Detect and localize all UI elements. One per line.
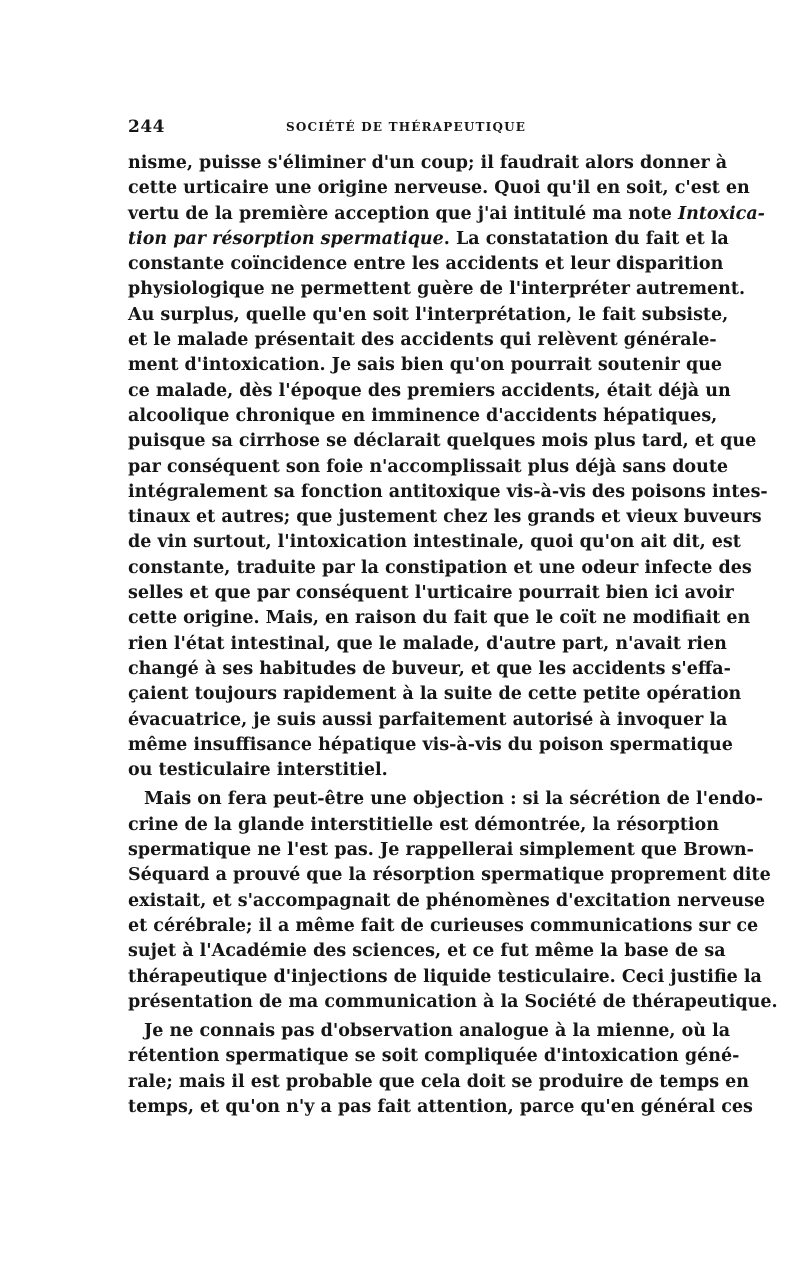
text-line: selles et que par conséquent l'urticaire pourrait bien ici avoir (128, 583, 734, 604)
text-line: spermatique ne l'est pas. Je rappellerai simplement que Brown- (128, 840, 754, 861)
text-line: évacuatrice, je suis aussi parfaitement autorisé à invoquer la (128, 709, 728, 730)
note-title-italic: tion par résorption spermatique (128, 228, 444, 249)
text-line: constante coïncidence entre les accidents et leur disparition (128, 254, 724, 275)
text-line (128, 202, 765, 227)
text-line: par conséquent son foie n'accomplissait plus déjà sans doute (128, 456, 729, 477)
text-line: cette origine. Mais, en raison du fait que le coït ne modifiait en (128, 608, 751, 629)
text-line: alcoolique chronique en imminence d'accidents hépatiques, (128, 405, 718, 426)
page-header (128, 117, 672, 143)
text-line: cette urticaire une origine nerveuse. Quoi qu'il en soit, c'est en (128, 178, 750, 199)
text-line: ou testiculaire interstitiel. (128, 760, 388, 781)
text-run: vertu de la première acception que j'ai intitulé ma note (128, 203, 678, 224)
text-line: Mais on fera peut-être une objection : si la sécrétion de l'endo- (144, 789, 764, 810)
text-line: même insuffisance hépatique vis-à-vis du poison spermatique (128, 734, 733, 755)
text-line: ment d'intoxication. Je sais bien qu'on pourrait soutenir que (128, 355, 723, 376)
text-line: Séquard a prouvé que la résorption spermatique proprement dite (128, 865, 771, 886)
text-line: Au surplus, quelle qu'en soit l'interprétation, le fait subsiste, (128, 304, 729, 325)
text-line: constante, traduite par la constipation et une odeur infecte des (128, 557, 752, 578)
text-line: intégralement sa fonction antitoxique vis-à-vis des poisons intes- (128, 481, 768, 502)
text-line: crine de la glande interstitielle est démontrée, la résorption (128, 814, 719, 835)
text-line: de vin surtout, l'intoxication intestinale, quoi qu'on ait dit, est (128, 532, 741, 553)
text-line: tinaux et autres; que justement chez les grands et vieux buveurs (128, 507, 762, 528)
text-run: . La constatation du fait et la (443, 228, 729, 249)
text-line (128, 227, 729, 252)
text-line: Je ne connais pas d'observation analogue à la mienne, où la (144, 1021, 731, 1042)
text-line: nisme, puisse s'éliminer d'un coup; il faudrait alors donner à (128, 153, 728, 173)
text-line: rale; mais il est probable que cela doit se produire de temps en (128, 1071, 749, 1092)
text-line: çaient toujours rapidement à la suite de cette petite opération (128, 684, 742, 705)
text-line: changé à ses habitudes de buveur, et que les accidents s'effa- (128, 658, 731, 679)
note-title-italic: Intoxica- (677, 203, 765, 224)
text-line: rien l'état intestinal, que le malade, d'autre part, n'avait rien (128, 633, 727, 654)
text-line: et le malade présentait des accidents qui relèvent générale- (128, 330, 717, 351)
text-line: thérapeutique d'injections de liquide testiculaire. Ceci justifie la (128, 966, 762, 987)
text-line: présentation de ma communication à la Société de thérapeutique. (128, 991, 778, 1012)
text-line: existait, et s'accompagnait de phénomènes d'excitation nerveuse (128, 890, 766, 911)
running-title: SOCIÉTÉ DE THÉRAPEUTIQUE (286, 120, 527, 134)
text-line: sujet à l'Académie des sciences, et ce fut même la base de sa (128, 941, 726, 962)
text-line: temps, et qu'on n'y a pas fait attention, parce qu'en général ces (128, 1096, 753, 1117)
text-line: puisque sa cirrhose se déclarait quelques mois plus tard, et que (128, 431, 757, 452)
text-line: physiologique ne permettent guère de l'interpréter autrement. (128, 279, 746, 300)
body-text (128, 151, 778, 1120)
page-number: 244 (128, 117, 165, 137)
text-line: et cérébrale; il a même fait de curieuses communications sur ce (128, 915, 759, 936)
text-line: rétention spermatique se soit compliquée d'intoxication géné- (128, 1046, 740, 1067)
text-line: ce malade, dès l'époque des premiers accidents, était déjà un (128, 380, 731, 401)
